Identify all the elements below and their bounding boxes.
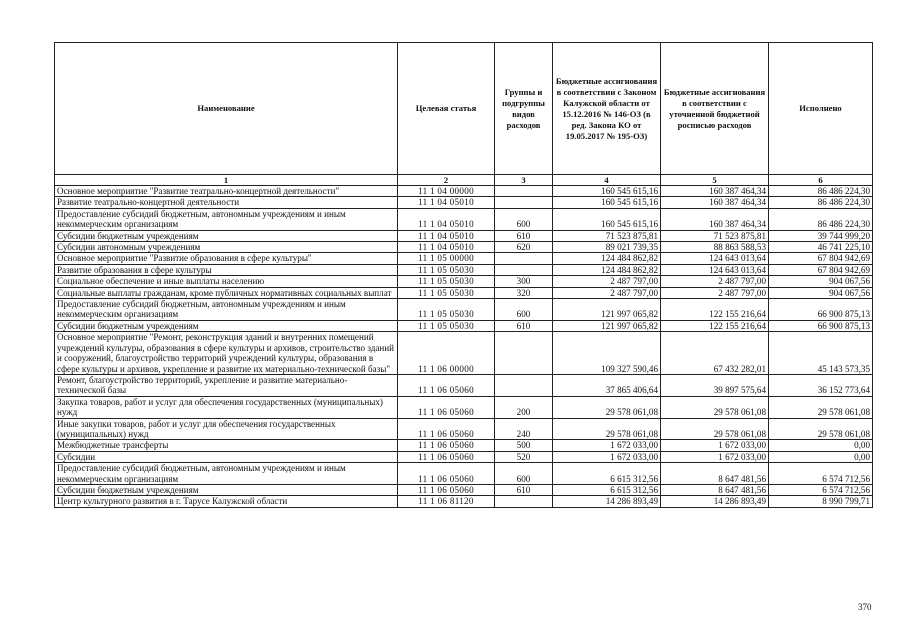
header-law-allocations: Бюджетные ассигнования в соответствии с Законом Калужской области от 15.12.2016 № 146-ОЗ (в ред. Закона КО от 19.05.2017 № 195-ОЗ) bbox=[553, 43, 661, 175]
row-name: Субсидии бюджетным учреждениям bbox=[55, 230, 398, 241]
row-expense-group: 600 bbox=[495, 463, 553, 485]
row-target-article: 11 1 06 81120 bbox=[398, 496, 495, 507]
column-number: 4 bbox=[553, 175, 661, 186]
row-name: Центр культурного развития в г. Тарусе Калужской области bbox=[55, 496, 398, 507]
row-law-allocation: 6 615 312,56 bbox=[553, 484, 661, 495]
row-target-article: 11 1 06 05060 bbox=[398, 396, 495, 418]
row-law-allocation: 121 997 065,82 bbox=[553, 320, 661, 331]
budget-table bbox=[54, 42, 873, 508]
row-name: Предоставление субсидий бюджетным, автономным учреждениям и иным некоммерческим организациям bbox=[55, 299, 398, 321]
row-expense-group: 610 bbox=[495, 320, 553, 331]
header-row bbox=[55, 43, 873, 175]
table-row bbox=[55, 451, 873, 462]
row-expense-group: 300 bbox=[495, 276, 553, 287]
row-executed: 66 900 875,13 bbox=[769, 320, 873, 331]
row-name: Ремонт, благоустройство территорий, укрепление и развитие материально-технической базы bbox=[55, 374, 398, 396]
row-refined-allocation: 8 647 481,56 bbox=[661, 484, 769, 495]
row-refined-allocation: 1 672 033,00 bbox=[661, 451, 769, 462]
row-expense-group bbox=[495, 197, 553, 208]
row-executed: 46 741 225,10 bbox=[769, 242, 873, 253]
row-refined-allocation: 122 155 216,64 bbox=[661, 320, 769, 331]
column-number: 5 bbox=[661, 175, 769, 186]
row-name: Социальные выплаты гражданам, кроме публичных нормативных социальных выплат bbox=[55, 287, 398, 298]
row-name: Предоставление субсидий бюджетным, автономным учреждениям и иным некоммерческим организациям bbox=[55, 208, 398, 230]
row-name: Закупка товаров, работ и услуг для обеспечения государственных (муниципальных) нужд bbox=[55, 396, 398, 418]
row-target-article: 11 1 06 05060 bbox=[398, 374, 495, 396]
table-row bbox=[55, 440, 873, 451]
row-refined-allocation: 67 432 282,01 bbox=[661, 332, 769, 375]
row-expense-group: 600 bbox=[495, 299, 553, 321]
row-refined-allocation: 29 578 061,08 bbox=[661, 396, 769, 418]
row-expense-group: 610 bbox=[495, 484, 553, 495]
table-row bbox=[55, 299, 873, 321]
row-target-article: 11 1 05 05030 bbox=[398, 287, 495, 298]
row-name: Социальное обеспечение и иные выплаты населению bbox=[55, 276, 398, 287]
row-expense-group bbox=[495, 253, 553, 264]
row-law-allocation: 124 484 862,82 bbox=[553, 264, 661, 275]
row-name: Развитие образования в сфере культуры bbox=[55, 264, 398, 275]
row-executed: 67 804 942,69 bbox=[769, 253, 873, 264]
table-row bbox=[55, 197, 873, 208]
row-executed: 904 067,56 bbox=[769, 287, 873, 298]
row-executed: 86 486 224,30 bbox=[769, 197, 873, 208]
row-law-allocation: 89 021 739,35 bbox=[553, 242, 661, 253]
row-law-allocation: 29 578 061,08 bbox=[553, 418, 661, 440]
row-executed: 29 578 061,08 bbox=[769, 396, 873, 418]
row-executed: 39 744 999,20 bbox=[769, 230, 873, 241]
table-row bbox=[55, 374, 873, 396]
row-law-allocation: 6 615 312,56 bbox=[553, 463, 661, 485]
row-executed: 86 486 224,30 bbox=[769, 186, 873, 197]
row-executed: 8 990 799,71 bbox=[769, 496, 873, 507]
table-row bbox=[55, 418, 873, 440]
table-row bbox=[55, 396, 873, 418]
row-law-allocation: 160 545 615,16 bbox=[553, 186, 661, 197]
table-row bbox=[55, 264, 873, 275]
row-target-article: 11 1 05 05030 bbox=[398, 276, 495, 287]
column-number: 3 bbox=[495, 175, 553, 186]
table-row bbox=[55, 496, 873, 507]
row-executed: 67 804 942,69 bbox=[769, 264, 873, 275]
row-target-article: 11 1 04 00000 bbox=[398, 186, 495, 197]
row-expense-group bbox=[495, 332, 553, 375]
row-refined-allocation: 124 643 013,64 bbox=[661, 264, 769, 275]
row-expense-group: 320 bbox=[495, 287, 553, 298]
row-name: Субсидии автономным учреждениям bbox=[55, 242, 398, 253]
table-row bbox=[55, 230, 873, 241]
row-law-allocation: 1 672 033,00 bbox=[553, 440, 661, 451]
table-row bbox=[55, 484, 873, 495]
row-refined-allocation: 1 672 033,00 bbox=[661, 440, 769, 451]
row-expense-group bbox=[495, 186, 553, 197]
row-refined-allocation: 71 523 875,81 bbox=[661, 230, 769, 241]
row-target-article: 11 1 04 05010 bbox=[398, 230, 495, 241]
row-refined-allocation: 160 387 464,34 bbox=[661, 186, 769, 197]
row-target-article: 11 1 04 05010 bbox=[398, 197, 495, 208]
row-law-allocation: 14 286 893,49 bbox=[553, 496, 661, 507]
row-law-allocation: 124 484 862,82 bbox=[553, 253, 661, 264]
row-executed: 36 152 773,64 bbox=[769, 374, 873, 396]
header-expense-groups: Группы и подгруппы видов расходов bbox=[495, 43, 553, 175]
row-executed: 904 067,56 bbox=[769, 276, 873, 287]
column-number-row bbox=[55, 175, 873, 186]
row-target-article: 11 1 05 00000 bbox=[398, 253, 495, 264]
table-row bbox=[55, 320, 873, 331]
row-executed: 0,00 bbox=[769, 451, 873, 462]
row-refined-allocation: 124 643 013,64 bbox=[661, 253, 769, 264]
row-expense-group: 620 bbox=[495, 242, 553, 253]
row-refined-allocation: 39 897 575,64 bbox=[661, 374, 769, 396]
header-target-article: Целевая статья bbox=[398, 43, 495, 175]
row-expense-group: 610 bbox=[495, 230, 553, 241]
row-law-allocation: 160 545 615,16 bbox=[553, 197, 661, 208]
row-executed: 29 578 061,08 bbox=[769, 418, 873, 440]
row-law-allocation: 71 523 875,81 bbox=[553, 230, 661, 241]
table-row bbox=[55, 242, 873, 253]
table-row bbox=[55, 253, 873, 264]
row-law-allocation: 29 578 061,08 bbox=[553, 396, 661, 418]
row-expense-group: 600 bbox=[495, 208, 553, 230]
row-target-article: 11 1 06 05060 bbox=[398, 463, 495, 485]
row-expense-group bbox=[495, 496, 553, 507]
row-target-article: 11 1 06 05060 bbox=[398, 440, 495, 451]
row-expense-group bbox=[495, 264, 553, 275]
row-executed: 6 574 712,56 bbox=[769, 463, 873, 485]
row-refined-allocation: 160 387 464,34 bbox=[661, 208, 769, 230]
row-target-article: 11 1 06 00000 bbox=[398, 332, 495, 375]
header-name: Наименование bbox=[55, 43, 398, 175]
row-target-article: 11 1 06 05060 bbox=[398, 451, 495, 462]
column-number: 2 bbox=[398, 175, 495, 186]
row-executed: 86 486 224,30 bbox=[769, 208, 873, 230]
row-law-allocation: 109 327 590,46 bbox=[553, 332, 661, 375]
row-target-article: 11 1 05 05030 bbox=[398, 320, 495, 331]
table-row bbox=[55, 332, 873, 375]
page-number: 370 bbox=[858, 602, 872, 612]
row-name: Иные закупки товаров, работ и услуг для обеспечения государственных (муниципальных) нужд bbox=[55, 418, 398, 440]
header-executed: Исполнено bbox=[769, 43, 873, 175]
row-refined-allocation: 122 155 216,64 bbox=[661, 299, 769, 321]
row-refined-allocation: 88 863 588,53 bbox=[661, 242, 769, 253]
row-expense-group: 200 bbox=[495, 396, 553, 418]
row-expense-group: 520 bbox=[495, 451, 553, 462]
row-refined-allocation: 29 578 061,08 bbox=[661, 418, 769, 440]
row-refined-allocation: 14 286 893,49 bbox=[661, 496, 769, 507]
row-expense-group: 240 bbox=[495, 418, 553, 440]
row-target-article: 11 1 06 05060 bbox=[398, 484, 495, 495]
row-name: Субсидии бюджетным учреждениям bbox=[55, 320, 398, 331]
row-target-article: 11 1 04 05010 bbox=[398, 242, 495, 253]
row-name: Развитие театрально-концертной деятельности bbox=[55, 197, 398, 208]
column-number: 6 bbox=[769, 175, 873, 186]
row-name: Субсидии bbox=[55, 451, 398, 462]
row-refined-allocation: 2 487 797,00 bbox=[661, 287, 769, 298]
row-target-article: 11 1 05 05030 bbox=[398, 264, 495, 275]
table-row bbox=[55, 208, 873, 230]
row-executed: 0,00 bbox=[769, 440, 873, 451]
row-name: Основное мероприятие "Развитие театрально-концертной деятельности" bbox=[55, 186, 398, 197]
row-refined-allocation: 8 647 481,56 bbox=[661, 463, 769, 485]
table-row bbox=[55, 186, 873, 197]
row-law-allocation: 160 545 615,16 bbox=[553, 208, 661, 230]
table-row bbox=[55, 276, 873, 287]
column-number: 1 bbox=[55, 175, 398, 186]
row-target-article: 11 1 04 05010 bbox=[398, 208, 495, 230]
row-law-allocation: 2 487 797,00 bbox=[553, 287, 661, 298]
row-expense-group: 500 bbox=[495, 440, 553, 451]
row-law-allocation: 2 487 797,00 bbox=[553, 276, 661, 287]
row-refined-allocation: 2 487 797,00 bbox=[661, 276, 769, 287]
row-name: Субсидии бюджетным учреждениям bbox=[55, 484, 398, 495]
table-row bbox=[55, 463, 873, 485]
row-expense-group bbox=[495, 374, 553, 396]
header-refined-allocations: Бюджетные ассигнования в соответствии с уточненной бюджетной росписью расходов bbox=[661, 43, 769, 175]
row-law-allocation: 37 865 406,64 bbox=[553, 374, 661, 396]
row-law-allocation: 1 672 033,00 bbox=[553, 451, 661, 462]
row-law-allocation: 121 997 065,82 bbox=[553, 299, 661, 321]
row-executed: 66 900 875,13 bbox=[769, 299, 873, 321]
row-target-article: 11 1 06 05060 bbox=[398, 418, 495, 440]
row-name: Межбюджетные трансферты bbox=[55, 440, 398, 451]
row-name: Предоставление субсидий бюджетным, автономным учреждениям и иным некоммерческим организациям bbox=[55, 463, 398, 485]
row-refined-allocation: 160 387 464,34 bbox=[661, 197, 769, 208]
row-executed: 6 574 712,56 bbox=[769, 484, 873, 495]
row-executed: 45 143 573,35 bbox=[769, 332, 873, 375]
table-body bbox=[55, 186, 873, 508]
row-name: Основное мероприятие "Ремонт, реконструкция зданий и внутренних помещений учреждений культуры, образования в сфере культуры и архивов, строительство зданий и сооружений, благоустройство территорий учреждений культуры, образования в сфере культуры и архивов, укрепление и развитие их материально-технической базы" bbox=[55, 332, 398, 375]
row-target-article: 11 1 05 05030 bbox=[398, 299, 495, 321]
row-name: Основное мероприятие "Развитие образования в сфере культуры" bbox=[55, 253, 398, 264]
table-row bbox=[55, 287, 873, 298]
